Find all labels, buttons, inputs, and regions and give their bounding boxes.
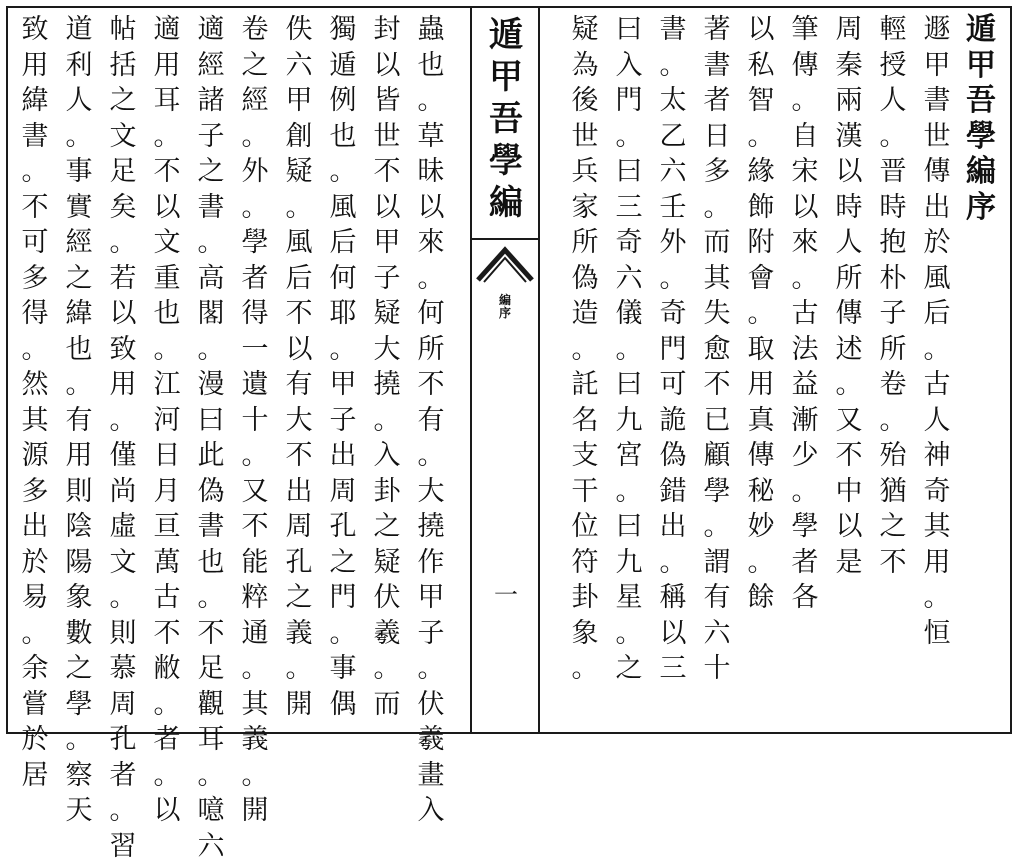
text-column: 佚 六 甲 創 疑 。 風 后 不 以 有 大 不 出 周 孔 之 義 。 開: [285, 14, 313, 720]
text-column: 書 。 太 乙 六 壬 外 。 奇 門 可 詭 偽 錯 出 。 稱 以 三: [659, 14, 687, 684]
text-column: 帖 括 之 文 足 矣 。 若 以 致 用 。 僅 尚 虛 文 。 則 慕 周 孔 者 。 習: [109, 14, 137, 862]
text-column: 疑 為 後 世 兵 家 所 偽 造 。 託 名 支 干 位 符 卦 象 。: [571, 14, 599, 684]
text-column: 適 用 耳 。 不 以 文 重 也 。 江 河 日 月 亘 萬 古 不 敝 。 者 。 以: [153, 14, 181, 826]
preface-title: 遁 甲 吾 學 編 序: [966, 12, 996, 225]
center-gutter: [470, 6, 540, 734]
text-column: 曰 入 門 。 曰 三 奇 六 儀 。 曰 九 宮 。 曰 九 星 。 之: [615, 14, 643, 684]
text-column: 周 秦 兩 漢 以 時 人 所 傳 述 。 又 不 中 以 是: [835, 14, 863, 578]
gutter-divider: [472, 238, 538, 240]
text-column: 道 利 人 。 事 實 經 之 緯 也 。 有 用 則 陰 陽 象 數 之 學 。 察 天: [65, 14, 93, 826]
fishtail-mark: [476, 244, 534, 284]
text-column: 封 以 皆 世 不 以 甲 子 疑 大 撓 。 入 卦 之 疑 伏 羲 。 而: [373, 14, 401, 720]
text-column: 獨 遁 例 也 。 風 后 何 耶 。 甲 子 出 周 孔 之 門 。 事 偶: [329, 14, 357, 720]
text-column: 適 經 諸 子 之 書 。 高 閣 。 漫 曰 此 偽 書 也 。 不 足 觀 耳 。 噫 六: [197, 14, 225, 862]
book-title: 遁 甲 吾 學 編: [489, 15, 523, 223]
text-column: 卷 之 經 。 外 。 學 者 得 一 遺 十 。 又 不 能 粹 通 。 其 義 。 開: [241, 14, 269, 826]
text-column: 蟲 也 。 草 昧 以 來 。 何 所 不 有 。 大 撓 作 甲 子 。 伏 羲 畫 入: [417, 14, 445, 826]
page-number: 一: [494, 581, 518, 609]
text-column: 遯 甲 書 世 傳 出 於 風 后 。 古 人 神 奇 其 用 。 恒: [923, 14, 951, 649]
text-column: 筆 傳 。 自 宋 以 來 。 古 法 益 漸 少 。 學 者 各: [791, 14, 819, 613]
text-column: 致 用 緯 書 。 不 可 多 得 。 然 其 源 多 出 於 易 。 余 嘗 於 居: [21, 14, 49, 791]
text-column: 輕 授 人 。 晋 時 抱 朴 子 所 卷 。 殆 猶 之 不: [879, 14, 907, 578]
text-column: 以 私 智 。 緣 飾 附 會 。 取 用 真 傳 秘 妙 。 餘: [747, 14, 775, 613]
text-column: 著 書 者 日 多 。 而 其 失 愈 不 已 顧 學 。 謂 有 六 十: [703, 14, 731, 684]
section-label: 編 序: [498, 293, 511, 320]
